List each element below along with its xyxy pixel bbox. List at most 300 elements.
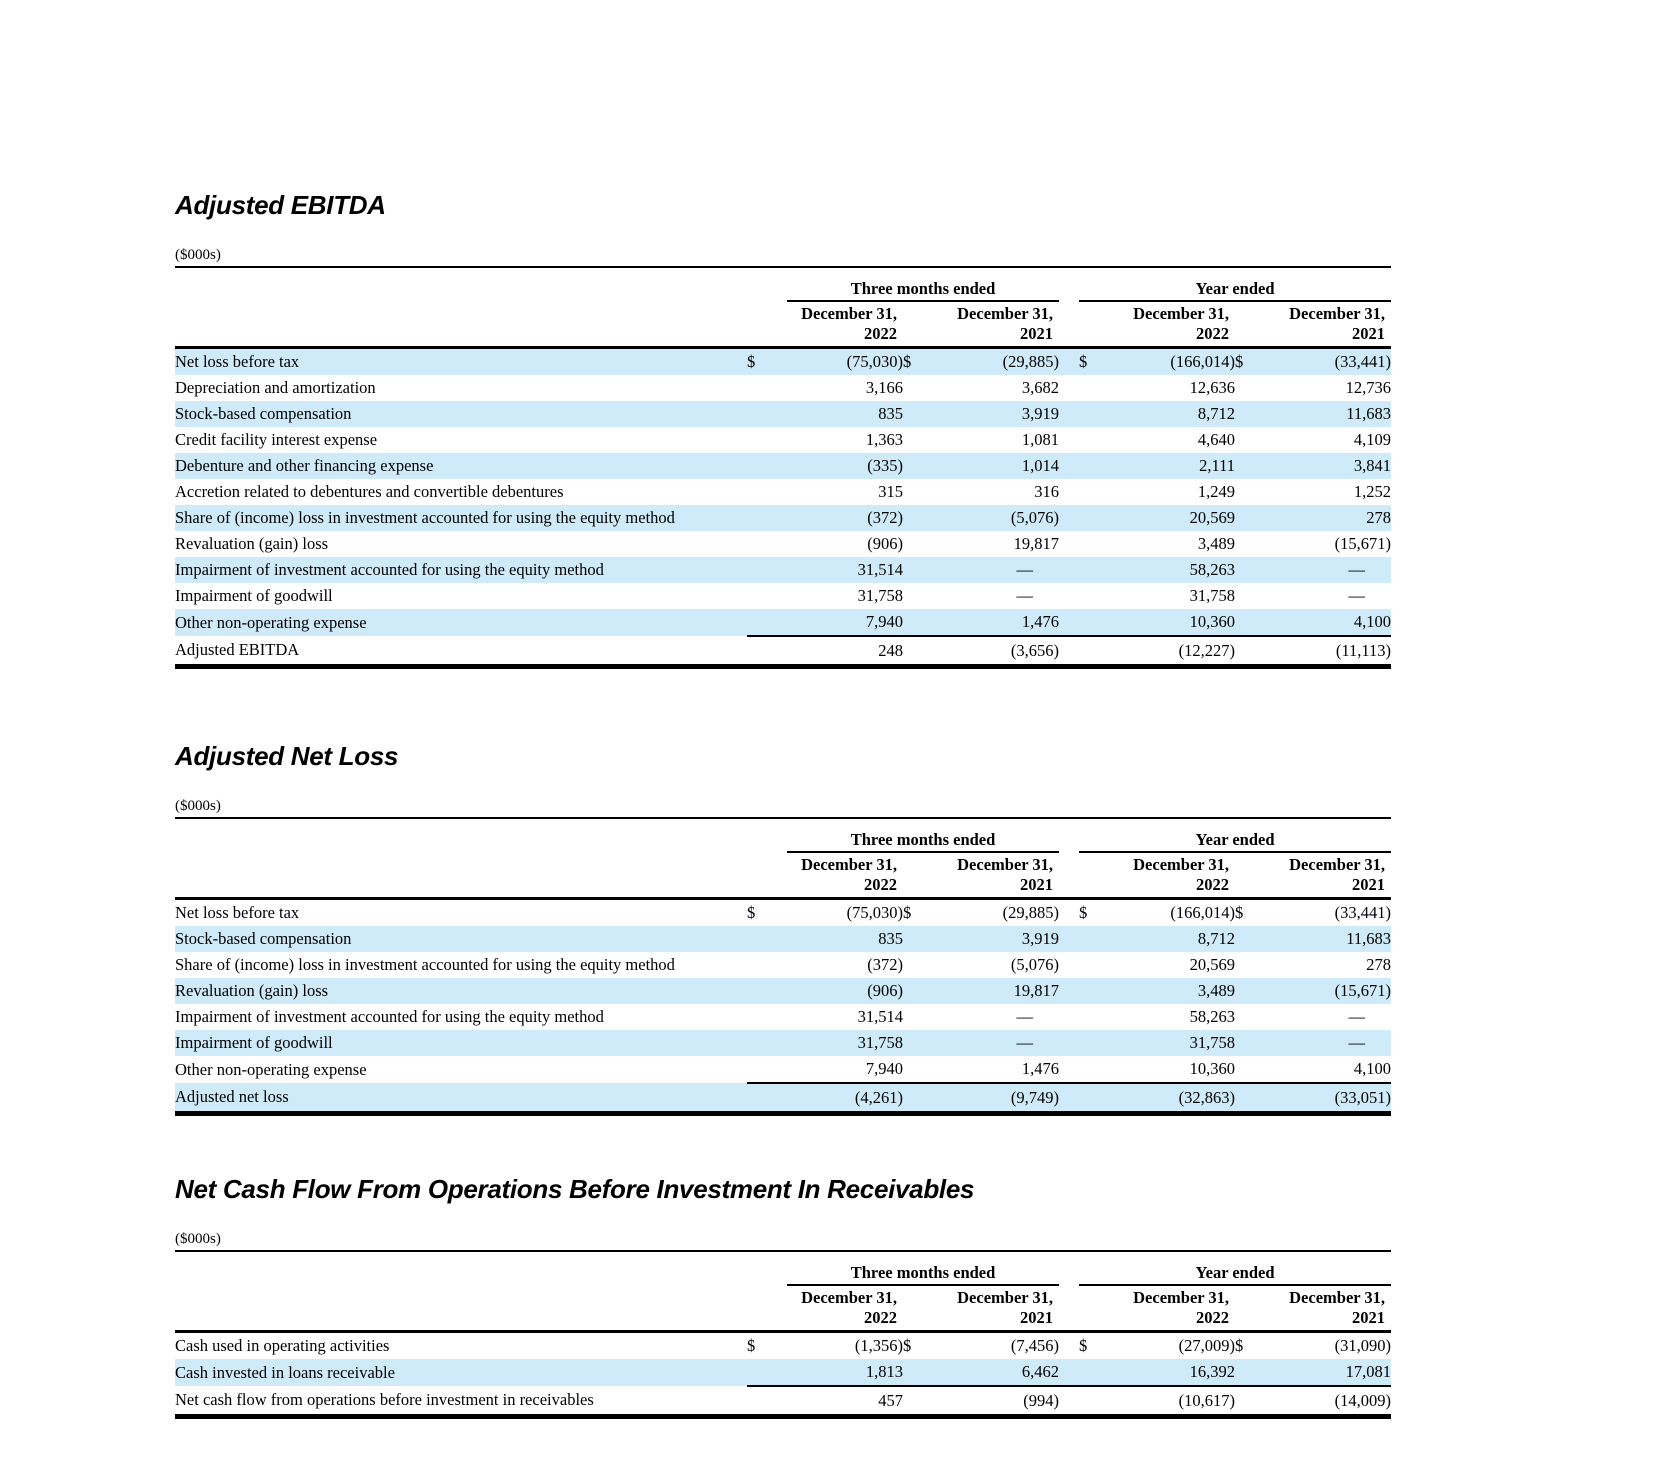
currency-symbol (1235, 636, 1265, 667)
cell-value: — (1348, 1007, 1366, 1026)
currency-symbol (1079, 978, 1109, 1004)
currency-symbol (903, 1386, 933, 1417)
cell-value: (33,441) (1334, 903, 1392, 922)
currency-symbol (1079, 1083, 1109, 1114)
row-label: Revaluation (gain) loss (175, 534, 329, 553)
cell-value: (166,014) (1170, 903, 1236, 922)
column-label-spacer (175, 823, 747, 853)
column-date-header (1079, 853, 1235, 899)
column-spacer (1059, 1004, 1079, 1030)
cell-value: (4,261) (777, 1083, 903, 1114)
column-label-spacer (175, 302, 747, 348)
currency-symbol (903, 1056, 933, 1083)
cell-value: (29,885) (1002, 903, 1060, 922)
currency-symbol (903, 505, 933, 531)
date-line-1: December 31, (957, 1288, 1054, 1307)
currency-symbol (1235, 427, 1265, 453)
column-spacer (1059, 636, 1079, 667)
date-line-1: December 31, (1133, 1288, 1230, 1307)
currency-symbol (1235, 1386, 1265, 1417)
cell-value: (12,227) (1109, 636, 1235, 667)
currency-symbol: $ (1235, 903, 1244, 922)
currency-symbol (1079, 479, 1109, 505)
cell-value: 1,249 (1197, 482, 1236, 501)
column-group-label: Three months ended (787, 1263, 1059, 1286)
row-label: Adjusted net loss (175, 1083, 747, 1114)
date-line-2: 2021 (1020, 1308, 1054, 1327)
cell-value: 4,640 (1197, 430, 1236, 449)
row-label: Net loss before tax (175, 352, 300, 371)
cell-value: 4,100 (1265, 1056, 1391, 1083)
cell-value: 10,360 (1109, 1056, 1235, 1083)
cell-value: 3,682 (1021, 378, 1060, 397)
column-label-spacer (175, 853, 747, 899)
date-line-2: 2022 (1196, 875, 1230, 894)
row-label: Other non-operating expense (175, 612, 367, 632)
currency-symbol (1235, 505, 1265, 531)
currency-symbol (747, 479, 777, 505)
currency-symbol (747, 505, 777, 531)
table-row (175, 401, 1391, 427)
currency-symbol (1235, 531, 1265, 557)
table-row (175, 479, 1391, 505)
currency-symbol (747, 375, 777, 401)
date-line-2: 2021 (1352, 1308, 1386, 1327)
column-group-year-ended (1079, 272, 1391, 302)
table-row (175, 1004, 1391, 1030)
row-label: Debenture and other financing expense (175, 456, 434, 475)
cell-value: 457 (777, 1386, 903, 1417)
currency-symbol (1079, 1386, 1109, 1417)
table-row (175, 557, 1391, 583)
currency-symbol (747, 636, 777, 667)
currency-symbol: $ (1235, 352, 1244, 371)
cell-value: (372) (867, 508, 903, 527)
cell-value: 31,514 (857, 560, 903, 579)
cell-value: 3,841 (1353, 456, 1392, 475)
column-spacer (1059, 583, 1079, 609)
cell-value: (15,671) (1334, 534, 1392, 553)
row-label: Adjusted EBITDA (175, 636, 747, 667)
currency-symbol (1235, 1083, 1265, 1114)
row-label: Impairment of investment accounted for using the equity method (175, 560, 604, 579)
column-group-year-ended (1079, 1256, 1391, 1286)
cell-value: 12,736 (1345, 378, 1392, 397)
page-title: Adjusted Net Loss (175, 741, 399, 771)
currency-symbol (903, 479, 933, 505)
cell-value: 835 (878, 929, 903, 948)
column-group-label: Three months ended (787, 279, 1059, 302)
column-group-label: Three months ended (787, 830, 1059, 853)
row-label: Cash invested in loans receivable (175, 1362, 395, 1382)
currency-symbol (1235, 453, 1265, 479)
cell-value: (11,113) (1265, 636, 1391, 667)
row-label: Share of (income) loss in investment accounted for using the equity method (175, 955, 675, 974)
currency-symbol: $ (903, 352, 912, 371)
currency-symbol (1079, 453, 1109, 479)
currency-symbol (903, 1083, 933, 1114)
cell-value: (994) (933, 1386, 1059, 1417)
column-spacer (1059, 978, 1079, 1004)
cell-value: (1,356) (854, 1336, 903, 1355)
table-total-row (175, 1083, 1391, 1114)
currency-symbol (1235, 926, 1265, 952)
unit-label: ($000s) (175, 798, 1391, 819)
currency-symbol (747, 531, 777, 557)
table-row (175, 978, 1391, 1004)
cell-value: 6,462 (933, 1359, 1059, 1386)
currency-symbol: $ (1079, 352, 1088, 371)
currency-symbol (747, 583, 777, 609)
currency-symbol (1235, 978, 1265, 1004)
cell-value: 19,817 (1013, 981, 1060, 1000)
row-label: Net loss before tax (175, 903, 300, 922)
cell-value: 278 (1366, 508, 1392, 527)
currency-symbol (903, 1359, 933, 1386)
column-spacer (1059, 899, 1079, 927)
cell-value: 31,758 (857, 1033, 903, 1052)
currency-symbol (1079, 427, 1109, 453)
cell-value: 3,489 (1197, 534, 1236, 553)
column-spacer (1059, 609, 1079, 636)
cell-value: (75,030) (846, 903, 903, 922)
cell-value: 20,569 (1189, 955, 1236, 974)
currency-symbol (1079, 583, 1109, 609)
cell-value: (31,090) (1334, 1336, 1392, 1355)
cell-value: (5,076) (1010, 955, 1060, 974)
column-spacer (1059, 1030, 1079, 1056)
date-line-2: 2022 (864, 324, 897, 343)
column-group-label: Year ended (1079, 279, 1391, 302)
column-spacer (1059, 1286, 1079, 1332)
cell-value: 12,636 (1189, 378, 1236, 397)
column-date-header (747, 853, 903, 899)
currency-symbol (1079, 531, 1109, 557)
currency-symbol (1235, 557, 1265, 583)
row-label: Credit facility interest expense (175, 430, 378, 449)
table-total-row (175, 636, 1391, 667)
cell-value: (33,441) (1334, 352, 1392, 371)
cell-value: 31,514 (857, 1007, 903, 1026)
cell-value: — (1016, 1033, 1034, 1052)
currency-symbol (747, 557, 777, 583)
column-date-header (903, 302, 1059, 348)
column-spacer (1059, 823, 1079, 853)
column-spacer (1059, 427, 1079, 453)
cell-value: (5,076) (1010, 508, 1060, 527)
currency-symbol: $ (903, 1336, 912, 1355)
column-spacer (1059, 375, 1079, 401)
row-label: Stock-based compensation (175, 404, 352, 423)
cell-value: 2,111 (1199, 456, 1236, 475)
net-cash-flow-table (175, 1256, 1391, 1419)
table-row (175, 505, 1391, 531)
column-spacer (1059, 557, 1079, 583)
currency-symbol: $ (1079, 1336, 1088, 1355)
currency-symbol (747, 401, 777, 427)
column-spacer (1059, 853, 1079, 899)
column-label-spacer (175, 272, 747, 302)
currency-symbol: $ (1235, 1336, 1244, 1355)
currency-symbol (1079, 505, 1109, 531)
cell-value: 835 (878, 404, 903, 423)
column-spacer (1059, 926, 1079, 952)
currency-symbol: $ (903, 903, 912, 922)
cell-value: (15,671) (1334, 981, 1392, 1000)
cell-value: 7,940 (777, 609, 903, 636)
cell-value: (166,014) (1170, 352, 1236, 371)
cell-value: 20,569 (1189, 508, 1236, 527)
section-adjusted-net-loss (175, 741, 1391, 1116)
row-label: Accretion related to debentures and convertible debentures (175, 482, 564, 501)
date-line-2: 2021 (1352, 324, 1386, 343)
column-date-header (1235, 853, 1391, 899)
cell-value: — (1348, 1033, 1366, 1052)
currency-symbol (747, 1386, 777, 1417)
column-date-header (1235, 1286, 1391, 1332)
cell-value: 16,392 (1109, 1359, 1235, 1386)
cell-value: 31,758 (857, 586, 903, 605)
column-spacer (1059, 1332, 1079, 1360)
column-spacer (1059, 1386, 1079, 1417)
date-line-2: 2022 (864, 875, 897, 894)
table-row (175, 427, 1391, 453)
currency-symbol: $ (747, 903, 756, 922)
page-title: Net Cash Flow From Operations Before Investment In Receivables (175, 1174, 975, 1204)
currency-symbol (903, 453, 933, 479)
cell-value: (3,656) (933, 636, 1059, 667)
cell-value: 31,758 (1189, 1033, 1236, 1052)
currency-symbol (1079, 926, 1109, 952)
currency-symbol (903, 427, 933, 453)
date-line-2: 2022 (864, 1308, 897, 1327)
cell-value: 3,489 (1197, 981, 1236, 1000)
cell-value: (9,749) (933, 1083, 1059, 1114)
cell-value: 316 (1034, 482, 1060, 501)
table-row (175, 375, 1391, 401)
unit-label: ($000s) (175, 247, 1391, 268)
table-row (175, 1332, 1391, 1360)
date-line-1: December 31, (1133, 855, 1230, 874)
column-spacer (1059, 1083, 1079, 1114)
cell-value: 3,919 (1021, 404, 1060, 423)
currency-symbol (903, 583, 933, 609)
currency-symbol (1079, 557, 1109, 583)
currency-symbol (1235, 375, 1265, 401)
column-group-three-months (747, 823, 1059, 853)
currency-symbol (1079, 1004, 1109, 1030)
currency-symbol (1079, 636, 1109, 667)
currency-symbol (903, 952, 933, 978)
cell-value: 7,940 (777, 1056, 903, 1083)
row-label: Share of (income) loss in investment accounted for using the equity method (175, 508, 675, 527)
currency-symbol (903, 636, 933, 667)
currency-symbol (1079, 952, 1109, 978)
row-label: Cash used in operating activities (175, 1336, 390, 1355)
currency-symbol (1235, 1056, 1265, 1083)
cell-value: 315 (878, 482, 903, 501)
cell-value: 278 (1366, 955, 1392, 974)
cell-value: 10,360 (1109, 609, 1235, 636)
column-date-header (747, 1286, 903, 1332)
date-line-1: December 31, (801, 855, 897, 874)
unit-label: ($000s) (175, 1231, 1391, 1252)
currency-symbol (1079, 375, 1109, 401)
table-row (175, 531, 1391, 557)
cell-value: — (1348, 586, 1366, 605)
column-spacer (1059, 505, 1079, 531)
currency-symbol (747, 1004, 777, 1030)
currency-symbol (747, 1083, 777, 1114)
date-line-2: 2021 (1352, 875, 1386, 894)
cell-value: 11,683 (1346, 929, 1392, 948)
cell-value: (75,030) (846, 352, 903, 371)
date-line-2: 2022 (1196, 324, 1230, 343)
cell-value: 4,100 (1265, 609, 1391, 636)
column-date-header (1079, 1286, 1235, 1332)
date-line-1: December 31, (1289, 1288, 1386, 1307)
currency-symbol (1079, 1030, 1109, 1056)
currency-symbol (747, 1030, 777, 1056)
cell-value: 1,476 (933, 609, 1059, 636)
currency-symbol (903, 557, 933, 583)
row-label: Impairment of investment accounted for using the equity method (175, 1007, 604, 1026)
column-group-three-months (747, 1256, 1059, 1286)
cell-value: — (1016, 1007, 1034, 1026)
row-label: Revaluation (gain) loss (175, 981, 329, 1000)
cell-value: 8,712 (1197, 404, 1236, 423)
column-date-header (747, 302, 903, 348)
column-group-three-months (747, 272, 1059, 302)
currency-symbol (1235, 479, 1265, 505)
cell-value: 31,758 (1189, 586, 1236, 605)
cell-value: 19,817 (1013, 534, 1060, 553)
currency-symbol (747, 1359, 777, 1386)
column-spacer (1059, 952, 1079, 978)
column-spacer (1059, 453, 1079, 479)
table-row (175, 348, 1391, 376)
cell-value: 58,263 (1189, 1007, 1236, 1026)
currency-symbol (1235, 952, 1265, 978)
currency-symbol: $ (1079, 903, 1088, 922)
date-line-2: 2021 (1020, 875, 1054, 894)
row-label: Net cash flow from operations before investment in receivables (175, 1386, 747, 1417)
cell-value: 58,263 (1189, 560, 1236, 579)
cell-value: 1,081 (1021, 430, 1060, 449)
currency-symbol (903, 978, 933, 1004)
cell-value: (7,456) (1010, 1336, 1060, 1355)
cell-value: 8,712 (1197, 929, 1236, 948)
column-spacer (1059, 1359, 1079, 1386)
currency-symbol (1079, 401, 1109, 427)
row-label: Other non-operating expense (175, 1059, 367, 1079)
row-label: Stock-based compensation (175, 929, 352, 948)
currency-symbol (747, 427, 777, 453)
column-group-label: Year ended (1079, 1263, 1391, 1286)
currency-symbol (1079, 609, 1109, 636)
cell-value: (33,051) (1265, 1083, 1391, 1114)
column-group-label: Year ended (1079, 830, 1391, 853)
currency-symbol (903, 531, 933, 557)
column-spacer (1059, 531, 1079, 557)
cell-value: 3,166 (865, 378, 903, 397)
table-row (175, 952, 1391, 978)
table-row (175, 453, 1391, 479)
currency-symbol (747, 453, 777, 479)
cell-value: 4,109 (1353, 430, 1392, 449)
currency-symbol (747, 952, 777, 978)
column-date-header (903, 1286, 1059, 1332)
adjusted-ebitda-table (175, 272, 1391, 669)
column-date-header (1079, 302, 1235, 348)
cell-value: 1,252 (1353, 482, 1392, 501)
column-spacer (1059, 348, 1079, 376)
row-label: Impairment of goodwill (175, 1033, 333, 1052)
column-group-year-ended (1079, 823, 1391, 853)
currency-symbol (1235, 583, 1265, 609)
currency-symbol (903, 1030, 933, 1056)
date-line-2: 2021 (1020, 324, 1054, 343)
currency-symbol (903, 1004, 933, 1030)
currency-symbol (903, 401, 933, 427)
column-spacer (1059, 479, 1079, 505)
currency-symbol (903, 926, 933, 952)
currency-symbol (747, 926, 777, 952)
currency-symbol (747, 1056, 777, 1083)
cell-value: (10,617) (1109, 1386, 1235, 1417)
cell-value: (335) (867, 456, 903, 475)
row-label: Depreciation and amortization (175, 378, 376, 397)
currency-symbol (1235, 1359, 1265, 1386)
column-spacer (1059, 401, 1079, 427)
currency-symbol (1079, 1359, 1109, 1386)
currency-symbol (1079, 1056, 1109, 1083)
currency-symbol (747, 609, 777, 636)
date-line-1: December 31, (801, 1288, 897, 1307)
table-row (175, 583, 1391, 609)
date-line-1: December 31, (1133, 304, 1230, 323)
cell-value: (29,885) (1002, 352, 1060, 371)
column-date-header (903, 853, 1059, 899)
cell-value: (906) (867, 534, 903, 553)
currency-symbol: $ (747, 352, 756, 371)
table-row (175, 899, 1391, 927)
currency-symbol (747, 978, 777, 1004)
section-adjusted-ebitda (175, 190, 1391, 669)
section-net-cash-flow (175, 1174, 1391, 1419)
column-label-spacer (175, 1286, 747, 1332)
cell-value: (14,009) (1265, 1386, 1391, 1417)
page-title: Adjusted EBITDA (175, 190, 386, 220)
currency-symbol (1235, 401, 1265, 427)
currency-symbol (903, 609, 933, 636)
table-row (175, 1030, 1391, 1056)
column-date-header (1235, 302, 1391, 348)
cell-value: 3,919 (1021, 929, 1060, 948)
currency-symbol: $ (747, 1336, 756, 1355)
cell-value: — (1016, 586, 1034, 605)
date-line-1: December 31, (801, 304, 897, 323)
column-spacer (1059, 1256, 1079, 1286)
adjusted-net-loss-table (175, 823, 1391, 1116)
cell-value: 1,476 (933, 1056, 1059, 1083)
table-row (175, 926, 1391, 952)
cell-value: (27,009) (1178, 1336, 1236, 1355)
date-line-2: 2022 (1196, 1308, 1230, 1327)
cell-value: (32,863) (1109, 1083, 1235, 1114)
cell-value: 17,081 (1265, 1359, 1391, 1386)
cell-value: 248 (777, 636, 903, 667)
